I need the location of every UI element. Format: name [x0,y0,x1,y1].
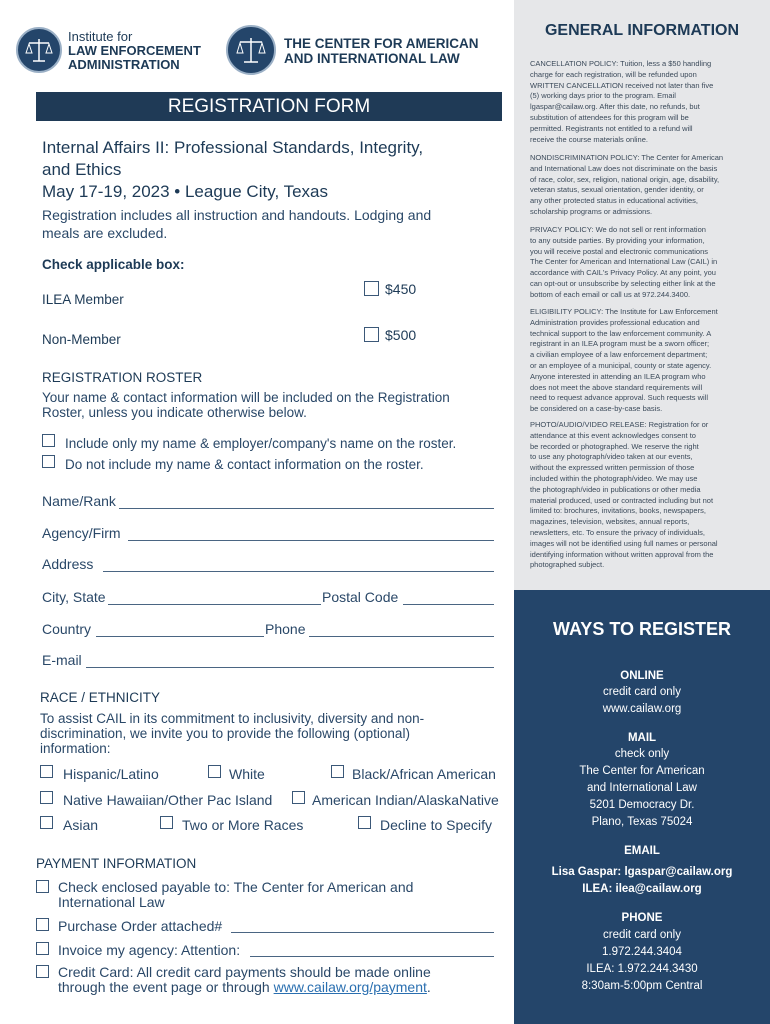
payment-credit-card-label [58,965,431,995]
roster-heading: REGISTRATION ROSTER [42,370,203,385]
payment-invoice-label: Invoice my agency: Attention: [58,942,241,958]
roster-text-line2: Roster, unless you indicate otherwise below. [42,405,307,420]
email-ilea[interactable]: ILEA: ilea@cailaw.org [582,883,702,895]
privacy-policy-line: accordance with CAIL's Privacy Policy. At any point, you [530,268,716,278]
roster-text-line1: Your name & contact information will be included on the Registration [42,390,450,405]
payment-po-input[interactable] [231,932,494,933]
race-black-label: Black/African American [352,766,496,782]
privacy-policy-line: bottom of each email or call us at 972.244.3400. [530,289,691,299]
photo-release-policy-line: material produced, used or contracted including but not [530,495,714,505]
nondiscrimination-policy-line: of race, color, sex, religion, national origin, age, disability, [530,174,720,184]
photo-release-policy-line: identifying information without written approval from the [530,549,714,559]
race-black-checkbox[interactable] [331,765,344,778]
cancellation-policy-line: permitted. Registrants not entitled to a refund will [530,123,693,133]
payment-cc-line2 [58,980,431,995]
eligibility-policy-line: Administration provides professional education and [530,317,700,327]
roster-option-2-label: Do not include my name & contact information on the roster. [65,457,424,472]
photo-release-policy-line: be recorded or photographed. We reserve the right [530,441,699,451]
mail-heading: MAIL [627,732,657,744]
roster-text [42,390,512,420]
privacy-policy-line: The Center for American and International Law (CAIL) in [530,257,718,267]
mail-line4: 5201 Democracy Dr. [589,799,695,811]
race-decline-checkbox[interactable] [358,816,371,829]
name-rank-input[interactable] [119,508,494,509]
ilea-line3: ADMINISTRATION [68,57,180,72]
mail-line5: Plano, Texas 75024 [591,816,693,828]
privacy-policy-line: PRIVACY POLICY: We do not sell or rent information [530,225,706,234]
race-asian-label: Asian [63,817,99,833]
online-url[interactable]: www.cailaw.org [602,703,682,715]
ilea-member-label: ILEA Member [42,292,124,307]
email-lisa[interactable]: Lisa Gaspar: lgaspar@cailaw.org [551,866,733,878]
photo-release-policy-line: photographed subject. [530,560,605,570]
race-text-line2: discrimination, we invite you to provide the following (optional) [40,726,410,741]
nondiscrimination-policy-line: veteran status, sexual orientation, gender identity, or [530,185,704,195]
cancellation-policy-line: WRITTEN CANCELLATION received not later than five [530,80,714,90]
ilea-line1: Institute for [68,29,133,44]
mail-line3: and International Law [587,782,697,794]
city-state-input[interactable] [108,604,321,605]
ilea-seal-logo [16,27,62,73]
photo-release-policy-line: images will not be identified using full names or personal [530,538,718,548]
postal-code-input[interactable] [403,604,494,605]
privacy-policy-line: you will receive postal and electronic communications [530,246,709,256]
race-text [40,711,510,756]
ilea-member-price: $450 [385,281,417,297]
mail-line1: check only [614,748,670,760]
roster-option-2-checkbox[interactable] [42,455,55,468]
race-text-line3: information: [40,741,111,756]
postal-code-label: Postal Code [322,589,399,605]
payment-cc-text: through the event page or through [58,979,270,995]
email-heading: EMAIL [624,845,660,857]
city-state-label: City, State [42,589,106,605]
cancellation-policy-line: (5) working days prior to the program. Email [530,91,676,101]
race-white-label: White [229,766,265,782]
eligibility-policy-line: or an employee of a municipal, county or state agency. [530,360,712,370]
roster-option-1-label: Include only my name & employer/company's name on the roster. [65,436,457,451]
scales-icon [228,27,274,73]
registration-form-banner: REGISTRATION FORM [36,92,502,121]
race-two-or-more-label: Two or More Races [182,817,304,833]
non-member-price: $500 [385,327,417,343]
cancellation-policy [530,59,756,145]
race-hispanic-label: Hispanic/Latino [63,766,159,782]
ilea-line2: LAW ENFORCEMENT [68,43,201,58]
privacy-policy-line: can opt-out or unsubscribe by selecting either link at the [530,278,716,288]
race-hawaiian-checkbox[interactable] [40,791,53,804]
ilea-logo-text [68,30,201,72]
course-title [42,137,502,203]
photo-release-policy-line: the photograph/video in publications or other media [530,484,701,494]
photo-release-policy-line: magazines, television, websites, annual reports, [530,517,690,527]
race-decline-label: Decline to Specify [380,817,493,833]
nondiscrimination-policy-line: any other protected status in educational activities, [530,196,699,206]
nondiscrimination-policy-line: NONDISCRIMINATION POLICY: The Center for American [530,153,724,162]
race-hawaiian-label: Native Hawaiian/Other Pac Island [63,792,273,808]
privacy-policy-line: to any outside parties. By providing your information, [530,235,705,245]
eligibility-policy-line: a civilian employee of a law enforcement department; [530,350,708,360]
payment-po-label: Purchase Order attached# [58,918,223,934]
non-member-checkbox[interactable] [364,327,379,342]
ways-to-register-title: WAYS TO REGISTER [552,619,732,639]
agency-firm-input[interactable] [128,540,494,541]
payment-heading: PAYMENT INFORMATION [36,856,197,871]
cancellation-policy-line: CANCELLATION POLICY: Tuition, less a $50 handling [530,59,712,68]
photo-release-policy-line: without the expressed written permission of those [530,463,695,473]
cail-logo-text [284,36,479,66]
ilea-member-checkbox[interactable] [364,281,379,296]
cancellation-policy-line: substitution of attendees for this program will be [530,112,689,122]
cancellation-policy-line: charge for each registration, will be refunded upon [530,69,697,79]
phone-line1: credit card only [603,929,681,941]
payment-link[interactable]: www.cailaw.org/payment [273,979,427,995]
registration-includes [42,206,502,242]
cancellation-policy-line: lgaspar@cailaw.org. After this date, no refunds, but [530,102,700,112]
payment-invoice-checkbox[interactable] [36,942,49,955]
includes-line1: Registration includes all instruction and handouts. Lodging and [42,207,432,223]
payment-check-checkbox[interactable] [36,880,49,893]
payment-check-line1: Check enclosed payable to: The Center for American and [58,879,414,895]
race-white-checkbox[interactable] [208,765,221,778]
race-hispanic-checkbox[interactable] [40,765,53,778]
online-line1: credit card only [603,686,681,698]
race-american-indian-label: American Indian/AlaskaNative [312,792,499,808]
eligibility-policy-line: need to request advance approval. Such requests will [530,393,709,403]
payment-cc-end: . [426,979,431,995]
cail-line2: AND INTERNATIONAL LAW [284,51,460,66]
race-heading: RACE / ETHNICITY [40,690,161,705]
photo-release-policy-line: limited to: brochures, invitations, books, newspapers, [530,506,706,516]
address-label: Address [42,556,94,572]
cancellation-policy-line: receive the course materials online. [530,134,648,144]
race-text-line1: To assist CAIL in its commitment to inclusivity, diversity and non- [40,711,425,726]
eligibility-policy-line: Anyone interested in attending an ILEA program who [530,371,706,381]
non-member-label: Non-Member [42,332,121,347]
photo-release-policy-line: PHOTO/AUDIO/VIDEO RELEASE: Registration for or [530,420,709,429]
payment-invoice-input[interactable] [250,956,494,957]
name-rank-label: Name/Rank [42,493,116,509]
includes-line2: meals are excluded. [42,225,168,241]
address-input[interactable] [103,571,494,572]
country-input[interactable] [96,636,264,637]
mail-line2: The Center for American [579,765,705,777]
payment-po-checkbox[interactable] [36,918,49,931]
nondiscrimination-policy-line: scholarship programs or admissions. [530,206,653,216]
check-box-label: Check applicable box: [42,257,185,272]
phone-input[interactable] [309,636,494,637]
phone-heading: PHONE [621,912,663,924]
cail-line1: THE CENTER FOR AMERICAN [284,36,479,51]
eligibility-policy-line: does not meet the above standard requirements will [530,382,703,392]
race-american-indian-checkbox[interactable] [292,791,305,804]
payment-check-line2: International Law [58,894,165,910]
phone-line3[interactable]: ILEA: 1.972.244.3430 [586,963,698,975]
agency-firm-label: Agency/Firm [42,525,121,541]
payment-cc-line1: Credit Card: All credit card payments should be made online [58,964,431,980]
payment-credit-card-checkbox[interactable] [36,965,49,978]
eligibility-policy-line: be considered on a case-by-case basis. [530,404,663,414]
photo-release-policy-line: included within the photograph/video. We may use [530,473,698,483]
course-title-line1: Internal Affairs II: Professional Standards, Integrity, [42,138,424,157]
nondiscrimination-policy-line: and International Law does not discriminate on the basis [530,163,718,173]
race-asian-checkbox[interactable] [40,816,53,829]
email-input[interactable] [86,667,494,668]
phone-label: Phone [265,621,306,637]
photo-release-policy-line: to use any photograph/video taken at our events, [530,452,693,462]
phone-line4: 8:30am-5:00pm Central [581,980,703,992]
course-title-line2: and Ethics [42,160,122,179]
phone-line2[interactable]: 1.972.244.3404 [602,946,682,958]
eligibility-policy-line: registrant in an ILEA program must be a sworn officer; [530,339,710,349]
photo-release-policy-line: attendance at this event acknowledges consent to [530,430,696,440]
eligibility-policy-line: ELIGIBILITY POLICY: The Institute for Law Enforcement [530,307,718,316]
roster-option-1-checkbox[interactable] [42,434,55,447]
online-heading: ONLINE [620,670,664,682]
photo-release-policy [530,420,756,571]
race-two-or-more-checkbox[interactable] [160,816,173,829]
general-info-title: GENERAL INFORMATION [544,22,740,39]
privacy-policy [530,225,756,301]
email-label: E-mail [42,652,82,668]
nondiscrimination-policy [530,153,756,218]
cail-seal-logo [226,25,276,75]
photo-release-policy-line: newsletters, etc. To ensure the privacy of individuals, [530,527,705,537]
eligibility-policy [530,307,756,415]
country-label: Country [42,621,92,637]
payment-check-label [58,880,413,910]
scales-icon [18,29,60,71]
eligibility-policy-line: technical support to the law enforcement community. A [530,328,712,338]
course-date-location: May 17-19, 2023 • League City, Texas [42,182,328,201]
